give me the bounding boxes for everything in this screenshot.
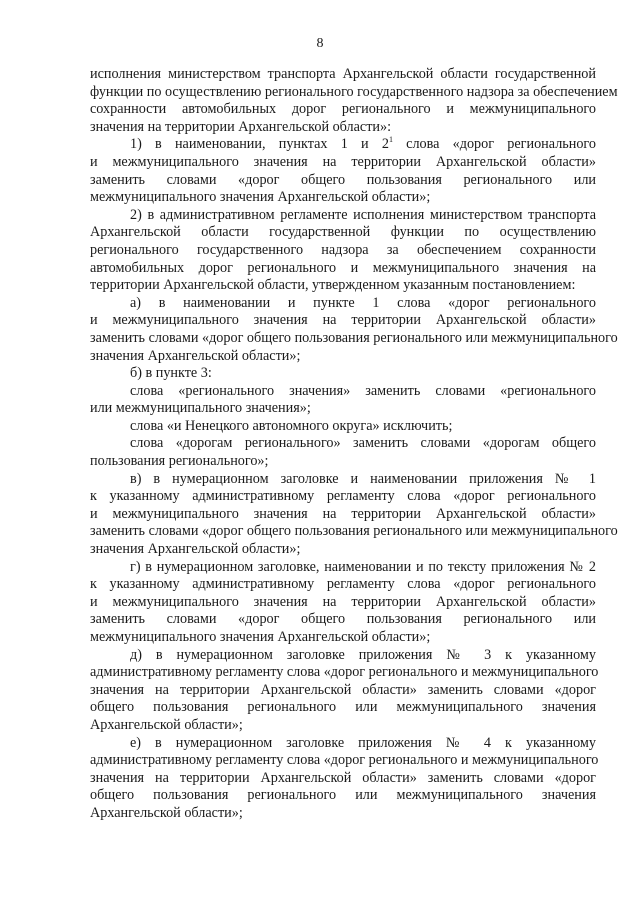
text-line-content: или межмуниципального значения»; <box>90 400 311 417</box>
text-line-content: межмуниципального значения Архангельской области»; <box>90 189 431 206</box>
text-line-content: слова «и Ненецкого автономного округа» исключить; <box>130 417 453 434</box>
text-line <box>90 83 618 102</box>
text-line-content: и межмуниципального значения на территории Архангельской области» <box>90 593 596 610</box>
text-line <box>90 770 596 788</box>
text-line <box>90 559 596 577</box>
text-line <box>90 277 596 295</box>
text-line <box>90 136 596 154</box>
text-line-content: общего пользования регионального или межмуниципального значения <box>90 699 596 716</box>
text-line-content: значения на территории Архангельской области» заменить словами «дорог <box>90 681 596 698</box>
text-line <box>90 189 596 207</box>
text-line-content: межмуниципального значения Архангельской области»; <box>90 629 431 645</box>
text-line <box>90 435 596 453</box>
text-line-content: административному регламенту слова «дорог регионального и межмуниципального <box>90 752 599 769</box>
text-line <box>90 101 596 119</box>
text-line-content: и межмуниципального значения на территории Архангельской области» <box>90 505 596 522</box>
text-line-content: б) в пункте 3: <box>130 365 212 382</box>
text-line-content: заменить словами «дорог общего пользования регионального или межмуниципального <box>90 523 618 540</box>
text-line <box>90 629 596 647</box>
text-line-content: 1) в наименовании, пунктах 1 и 2 <box>130 136 389 153</box>
text-line <box>90 717 596 735</box>
text-line-content: значения на территории Архангельской области»: <box>90 118 392 135</box>
text-line-content: к указанному административному регламенту слова «дорог регионального <box>90 576 596 593</box>
text-line-content: 2) в административном регламенте исполнения министерством транспорта <box>130 206 596 223</box>
text-line-content: слова «дорогам регионального» заменить словами «дорогам общего <box>130 435 596 452</box>
text-line-content: общего пользования регионального или межмуниципального значения <box>90 787 596 804</box>
text-line <box>90 154 596 172</box>
text-line-content: е) в нумерационном заголовке приложения № 4 к указанному <box>130 734 596 751</box>
text-line <box>90 611 596 629</box>
text-line <box>90 400 596 418</box>
text-line <box>90 295 596 313</box>
text-line-content: д) в нумерационном заголовке приложения № 3 к указанному <box>130 646 596 663</box>
text-line-content: Архангельской области»; <box>90 716 243 733</box>
text-line <box>90 242 596 260</box>
text-line-content: слова «регионального значения» заменить словами «регионального <box>130 382 596 399</box>
text-line <box>90 418 596 436</box>
text-line <box>90 119 596 137</box>
text-line-content: и межмуниципального значения на территории Архангельской области» <box>90 312 596 329</box>
text-line <box>90 594 596 612</box>
text-line <box>90 523 618 541</box>
text-line <box>90 471 596 489</box>
page-number: 8 <box>316 36 324 51</box>
text-line-content: значения на территории Архангельской области» заменить словами «дорог <box>90 769 596 786</box>
text-line-content: административному регламенту слова «дорог регионального и межмуниципального <box>90 664 599 681</box>
text-line <box>90 488 596 506</box>
document-body <box>90 66 618 823</box>
text-line <box>90 787 596 805</box>
text-line-content: автомобильных дорог регионального и межмуниципального значения на <box>90 259 596 276</box>
text-line-content: сохранности автомобильных дорог регионального и межмуниципального <box>90 101 596 118</box>
text-line-content: значения Архангельской области»; <box>90 541 301 558</box>
text-line <box>90 383 596 401</box>
text-line-continuation: слова «дорог регионального <box>392 136 596 153</box>
text-line <box>90 805 596 823</box>
text-line <box>90 699 596 717</box>
text-line-content: функции по осуществлению регионального государственного надзора за обеспечением <box>90 83 618 100</box>
text-line-content: г) в нумерационном заголовке, наименовании и по тексту приложения № 2 <box>130 558 596 575</box>
text-line <box>90 506 596 524</box>
text-line-content: регионального государственного надзора за обеспечением сохранности <box>90 241 596 258</box>
text-line <box>90 682 596 700</box>
text-line <box>90 329 618 348</box>
text-line <box>90 453 596 471</box>
text-line-content: Архангельской области государственной функции по осуществлению <box>90 224 596 241</box>
text-line <box>90 576 596 594</box>
text-line <box>90 735 596 753</box>
text-line <box>90 312 596 330</box>
text-line <box>90 224 596 242</box>
text-line <box>90 541 596 559</box>
text-line-content: пользования регионального»; <box>90 453 269 470</box>
text-line <box>90 647 596 665</box>
text-line <box>90 172 596 190</box>
text-line <box>90 664 599 682</box>
text-line-content: заменить словами «дорог общего пользования регионального или межмуниципального <box>90 329 618 346</box>
text-line-content: значения Архангельской области»; <box>90 347 301 364</box>
text-line-content: заменить словами «дорог общего пользования регионального или <box>90 611 596 628</box>
text-line-content: Архангельской области»; <box>90 804 243 821</box>
text-line <box>90 66 596 84</box>
text-line <box>90 752 599 770</box>
superscript: 1 <box>388 135 393 145</box>
text-line-content: территории Архангельской области, утвержденном указанным постановлением: <box>90 277 576 294</box>
text-line-content: а) в наименовании и пункте 1 слова «дорог регионального <box>130 294 596 311</box>
text-line-content: заменить словами «дорог общего пользования регионального или <box>90 171 596 188</box>
text-line-content: к указанному административному регламенту слова «дорог регионального <box>90 488 596 505</box>
text-line <box>90 365 596 383</box>
text-line-content: в) в нумерационном заголовке и наименовании приложения № 1 <box>130 470 596 487</box>
text-line <box>90 348 596 366</box>
text-line-content: исполнения министерством транспорта Архангельской области государственной <box>90 66 596 82</box>
text-line-content: и межмуниципального значения на территории Архангельской области» <box>90 153 596 170</box>
text-line <box>90 207 596 225</box>
text-line <box>90 260 596 278</box>
